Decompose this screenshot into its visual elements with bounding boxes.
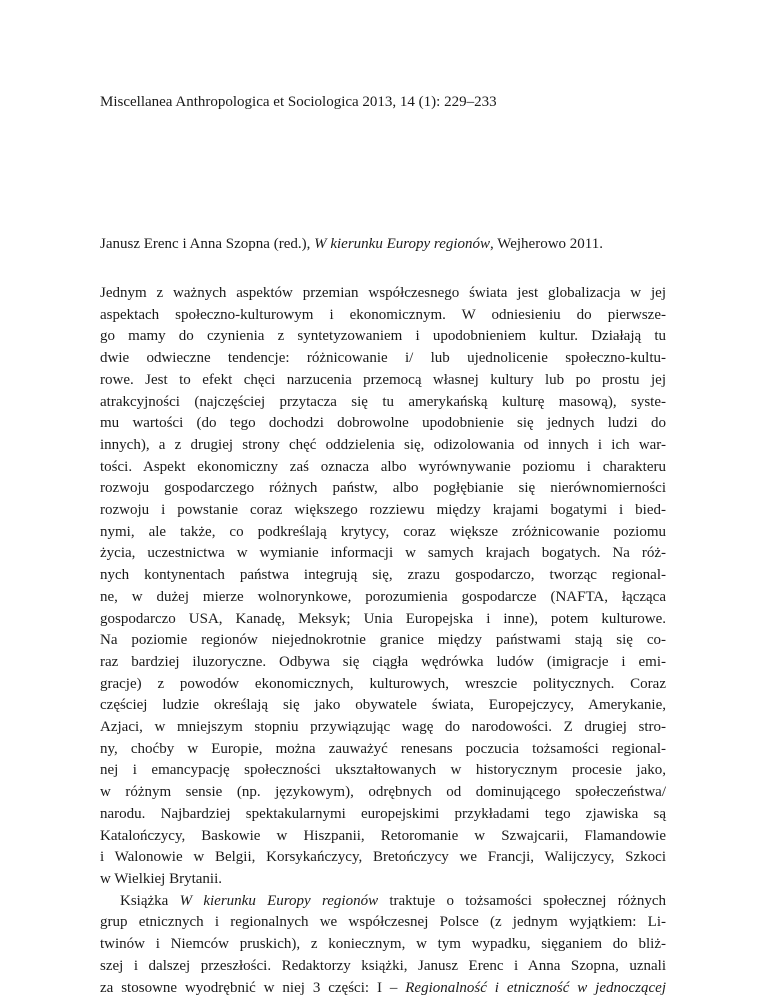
paragraph-line: twinów i Niemców pruskich), z koniecznym, w tym wypadku, sięganiem do bliż- [100,934,666,956]
paragraph-line: innych), a z drugiej strony chęć oddzielenia się, odizolowania od innych i ich war- [100,435,666,457]
paragraph-1 [100,283,666,891]
paragraph-line: ne, w dużej mierze wolnorynkowe, porozumienia gospodarcze (NAFTA, łącząca [100,587,666,609]
paragraph-line: życia, uczestnictwa w wymianie informacji w samych krajach bogatych. Na róż- [100,543,666,565]
paragraph-line: gospodarczo USA, Kanadę, Meksyk; Unia Europejska i inne), potem kulturowe. [100,609,666,631]
book-title-inline: W kierunku Europy regionów [180,893,379,909]
paragraph-line: częściej ludzie określają się jako obywatele świata, Europejczycy, Amerykanie, [100,695,666,717]
paragraph-line: ny, choćby w Europie, można zauważyć renesans poczucia tożsamości regional- [100,739,666,761]
paragraph-line: dwie odwieczne tendencje: różnicowanie i/ lub ujednolicenie społeczno-kultu- [100,348,666,370]
paragraph-line: nymi, ale także, co podkreślają krytycy, coraz większe zróżnicowanie poziomu [100,522,666,544]
paragraph-line: w różnym sensie (np. językowym), odrębnych od dominującego społeczeństwa/ [100,782,666,804]
paragraph-line: mu wartości (do tego dochodzi dobrowolne upodobnienie się jednych ludzi do [100,413,666,435]
paragraph-line: rowe. Jest to efekt chęci narzucenia przemocą własnej kultury lub po prostu jej [100,370,666,392]
citation-place-year: , Wejherowo 2011. [490,236,603,252]
paragraph-2 [100,891,666,999]
paragraph-line: tości. Aspekt ekonomiczny zaś oznacza albo wyrównywanie poziomu i charakteru [100,457,666,479]
paragraph-line: Azjaci, w mniejszym stopniu przywiązując wagę do narodowości. Z drugiej stro- [100,717,666,739]
paragraph-line: w Wielkiej Brytanii. [100,869,666,891]
paragraph-line: aspektach społeczno-kulturowym i ekonomicznym. W odniesieniu do pierwsze- [100,305,666,327]
book-citation [100,233,603,255]
paragraph-line: narodu. Najbardziej spektakularnymi europejskimi przykładami tego zjawiska są [100,804,666,826]
paragraph-line: grup etnicznych i regionalnych we współczesnej Polsce (z jednym wyjątkiem: Li- [100,912,666,934]
paragraph-line: Książka W kierunku Europy regionów traktuje o tożsamości społecznej różnych [100,891,666,913]
paragraph-line: rozwoju gospodarczego różnych państw, albo pogłębianie się nierównomierności [100,478,666,500]
journal-header: Miscellanea Anthropologica et Sociologica 2013, 14 (1): 229–233 [100,91,497,113]
paragraph-line: szej i dalszej przeszłości. Redaktorzy książki, Janusz Erenc i Anna Szopna, uznali [100,956,666,978]
paragraph-line: nych kontynentach państwa integrują się, zrazu gospodarczo, tworząc regional- [100,565,666,587]
paragraph-line: Na poziomie regionów niejednokrotnie granice między państwami stają się co- [100,630,666,652]
paragraph-line: gracje) z powodów ekonomicznych, kulturowych, wreszcie politycznych. Coraz [100,674,666,696]
paragraph-line: nej i emancypację społeczności ukształtowanych w historycznym procesie jako, [100,760,666,782]
paragraph-line: rozwoju i powstanie coraz większego rozziewu między krajami bogatymi i bied- [100,500,666,522]
citation-authors: Janusz Erenc i Anna Szopna (red.), [100,236,314,252]
paragraph-line: raz bardziej iluzoryczne. Odbywa się ciągła wędrówka ludów (imigracje i emi- [100,652,666,674]
paragraph-line: go mamy do czynienia z syntetyzowaniem i upodobnieniem kultur. Działają tu [100,326,666,348]
paragraph-line: za stosowne wyodrębnić w niej 3 części: I – Regionalność i etniczność w jednoczącej [100,978,666,999]
paragraph-line: Katalończycy, Baskowie w Hiszpanii, Retoromanie w Szwajcarii, Flamandowie [100,826,666,848]
paragraph-line: atrakcyjności (najczęściej przytacza się tu amerykańską kulturę masową), syste- [100,392,666,414]
part-title-inline: Regionalność i etniczność w jednoczącej [405,980,666,996]
paragraph-line: i Walonowie w Belgii, Korsykańczycy, Bretończycy we Francji, Walijczycy, Szkoci [100,847,666,869]
paragraph-line: Jednym z ważnych aspektów przemian współczesnego świata jest globalizacja w jej [100,283,666,305]
review-body [100,283,666,999]
citation-title: W kierunku Europy regionów [314,236,490,252]
